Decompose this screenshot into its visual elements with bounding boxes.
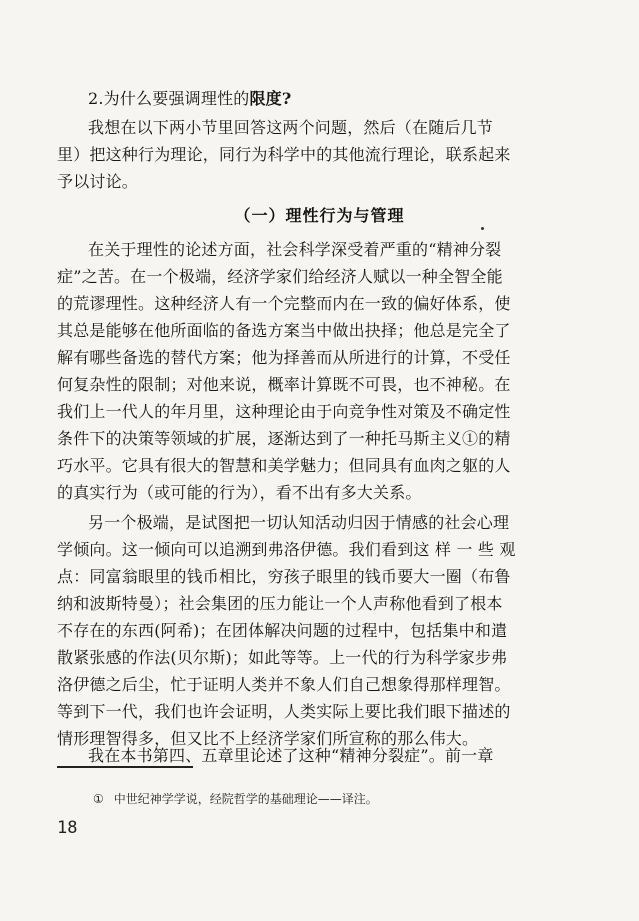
paragraph1-line-1: 我想在以下两小节里回答这两个问题，然后（在随后几节 [88, 118, 494, 137]
page-number: 18 [57, 818, 78, 838]
paragraph3-line-2: 学倾向。这一倾向可以追溯到弗洛伊德。我们看到这 样 一 些 观 [57, 540, 516, 559]
paragraph3-line-6: 散紧张感的作法(贝尔斯)；如此等等。上一代的行为科学家步弗 [57, 648, 508, 667]
paragraph2-line-1: 在关于理性的论述方面，社会科学深受着严重的“精神分裂 [88, 240, 502, 259]
paragraph2-line-5: 解有哪些备选的替代方案；他为择善而从所进行的计算，不受任 [57, 348, 511, 367]
paragraph3-line-5: 不存在的东西(阿希)；在团体解决问题的过程中，包括集中和遣 [57, 621, 508, 640]
question-line [88, 86, 291, 109]
footnote-mark: ① [93, 792, 104, 806]
paragraph3-line-4: 纳和波斯特曼）；社会集团的压力能让一个人声称他看到了根本 [57, 594, 503, 613]
paragraph2-line-7: 我们上一代人的年月里，这种理论由于向竞争性对策及不确定性 [57, 402, 511, 421]
paragraph1-line-2: 里）把这种行为理论，同行为科学中的其他流行理论，联系起来 [57, 145, 511, 164]
paragraph4-line-1: 我在本书第四、五章里论述了这种“精神分裂症”。前一章 [88, 746, 494, 765]
footnote-rule [57, 766, 193, 768]
paragraph2-line-3: 的荒谬理性。这种经济人有一个完整而内在一致的偏好体系，使 [57, 294, 511, 313]
section-heading: （一）理性行为与管理 [234, 206, 405, 225]
paragraph2-line-4: 其总是能够在他所面临的备选方案当中做出抉择；他总是完全了 [57, 321, 511, 340]
paragraph2-line-10: 的真实行为（或可能的行为），看不出有多大关系。 [57, 483, 422, 502]
paragraph2-line-6: 何复杂性的限制；对他来说，概率计算既不可畏，也不神秘。在 [57, 375, 511, 394]
paragraph3-line-7: 洛伊德之后尘，忙于证明人类并不象人们自己想象得那样理智。 [57, 675, 511, 694]
ink-dot [481, 227, 484, 230]
paragraph3-line-8: 等到下一代，我们也许会证明，人类实际上要比我们眼下描述的 [57, 702, 511, 721]
paragraph2-line-8: 条件下的决策等领域的扩展，逐渐达到了一种托马斯主义①的精 [57, 429, 511, 448]
footnote-text: 中世纪神学学说，经院哲学的基础理论——译注。 [113, 792, 378, 806]
question-emphasis: 限度? [249, 89, 292, 108]
paragraph2-line-2: 症”之苦。在一个极端，经济学家们给经济人赋以一种全智全能 [57, 267, 503, 286]
paragraph1-line-3: 予以讨论。 [57, 172, 139, 191]
paragraph3-line-9: 情形理智得多，但又比不上经济学家们所宣称的那么伟大。 [57, 729, 479, 748]
paragraph3-line-3: 点：同富翁眼里的钱币相比，穷孩子眼里的钱币要大一圈（布鲁 [57, 567, 511, 586]
paragraph2-line-9: 巧水平。它具有很大的智慧和美学魅力；但同具有血肉之躯的人 [57, 456, 511, 475]
footnote [93, 790, 378, 807]
question-prefix: 2.为什么要强调理性的 [88, 89, 250, 108]
paragraph3-line-1: 另一个极端，是试图把一切认知活动归因于情感的社会心理 [88, 513, 510, 532]
